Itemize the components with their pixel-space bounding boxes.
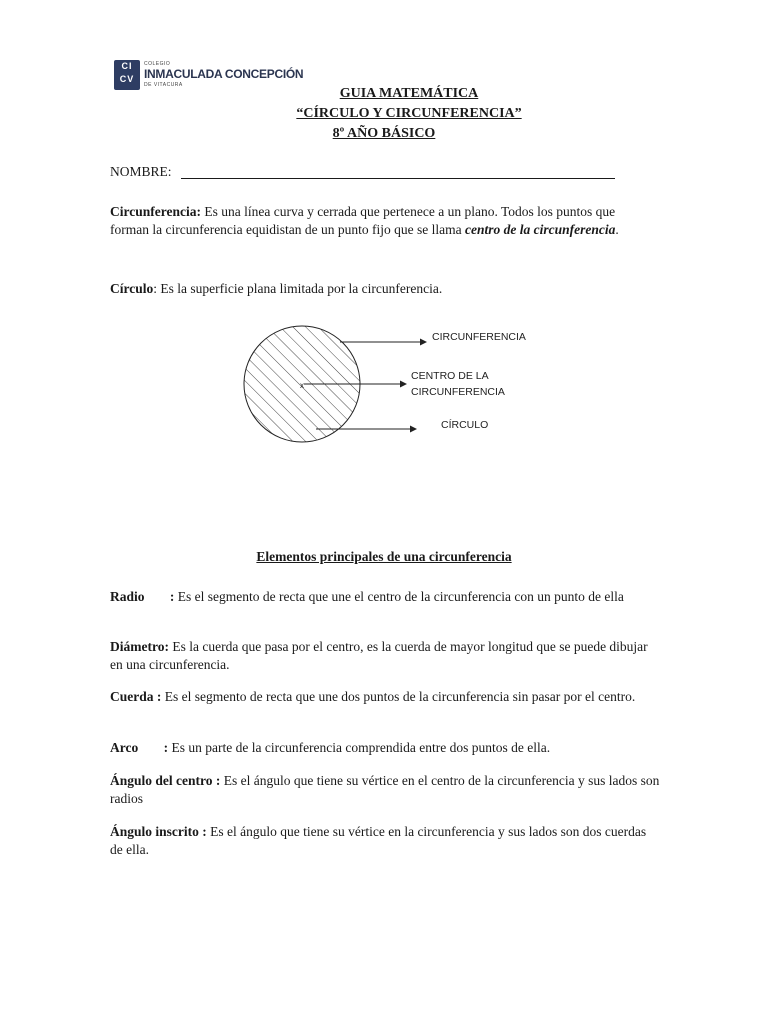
cuerda-term: Cuerda (110, 689, 154, 704)
angulo-inscrito-text: Es el ángulo que tiene su vértice en la circunferencia y sus lados son dos cuerdas de ella. (110, 824, 647, 857)
nombre-field-line[interactable] (181, 178, 615, 179)
element-diametro (110, 638, 660, 674)
cuerda-text: Es el segmento de recta que une dos puntos de la circunferencia sin pasar por el centro. (164, 689, 636, 704)
document-grade (0, 126, 768, 142)
circunferencia-end: . (615, 222, 619, 237)
document-title (25, 86, 768, 102)
center-mark: x (300, 381, 304, 390)
angulo-centro-sep: : (212, 773, 224, 788)
title-line-1: GUIA MATEMÁTICA (339, 86, 479, 101)
diametro-term: Diámetro: (110, 639, 169, 654)
element-angulo-inscrito (110, 823, 660, 859)
arco-sep: : (160, 740, 172, 755)
arco-term: Arco (110, 740, 139, 755)
radio-text: Es el segmento de recta que une el centro de la circunferencia con un punto de ella (177, 589, 624, 604)
angulo-centro-text: Es el ángulo que tiene su vértice en el centro de la circunferencia y sus lados son radios (110, 773, 660, 806)
diametro-text: Es la cuerda que pasa por el centro, es la cuerda de mayor longitud que se puede dibujar en una circunferencia. (110, 639, 648, 672)
element-radio (110, 588, 660, 606)
circunferencia-definition (110, 203, 655, 239)
label-circulo: CÍRCULO (441, 419, 489, 431)
circunferencia-text: Es una línea curva y cerrada que pertenece a un plano. Todos los puntos que forman la circunferencia equidistan de un punto fijo que se llama (110, 204, 616, 237)
crest-bottom-letters: CV (119, 74, 135, 84)
angulo-centro-term: Ángulo del centro (110, 773, 213, 788)
circunferencia-term: Circunferencia: (110, 204, 201, 219)
elements-title-text: Elementos principales de una circunferencia (256, 549, 512, 564)
cuerda-sep: : (153, 689, 165, 704)
label-circunferencia: CIRCUNFERENCIA (432, 331, 526, 343)
logo-school-name: INMACULADA CONCEPCIÓN (144, 67, 304, 81)
centro-emphasis: centro de la circunferencia (465, 222, 616, 237)
document-subtitle (25, 106, 768, 122)
circle-diagram (220, 318, 560, 478)
circulo-definition (110, 280, 655, 298)
angulo-inscrito-term: Ángulo inscrito : (110, 824, 207, 839)
circulo-term: Círculo (110, 281, 154, 296)
title-line-2: “CÍRCULO Y CIRCUNFERENCIA” (296, 106, 522, 121)
crest-top-letters: CI (121, 61, 133, 71)
element-angulo-centro (110, 772, 660, 808)
arco-text: Es un parte de la circunferencia comprendida entre dos puntos de ella. (171, 740, 551, 755)
element-arco (110, 739, 660, 757)
element-cuerda (110, 688, 660, 706)
radio-sep: : (166, 589, 178, 604)
label-centro-line2: CIRCUNFERENCIA (411, 386, 505, 398)
label-centro-line1: CENTRO DE LA (411, 370, 489, 382)
radio-term: Radio (110, 589, 145, 604)
logo-suffix: DE VITACURA (144, 82, 183, 88)
nombre-label: NOMBRE: (110, 164, 172, 179)
logo-prefix: COLEGIO (144, 61, 171, 67)
circulo-text: : Es la superficie plana limitada por la circunferencia. (153, 281, 443, 296)
elements-title (0, 549, 768, 565)
title-line-3: 8º AÑO BÁSICO (332, 126, 436, 141)
